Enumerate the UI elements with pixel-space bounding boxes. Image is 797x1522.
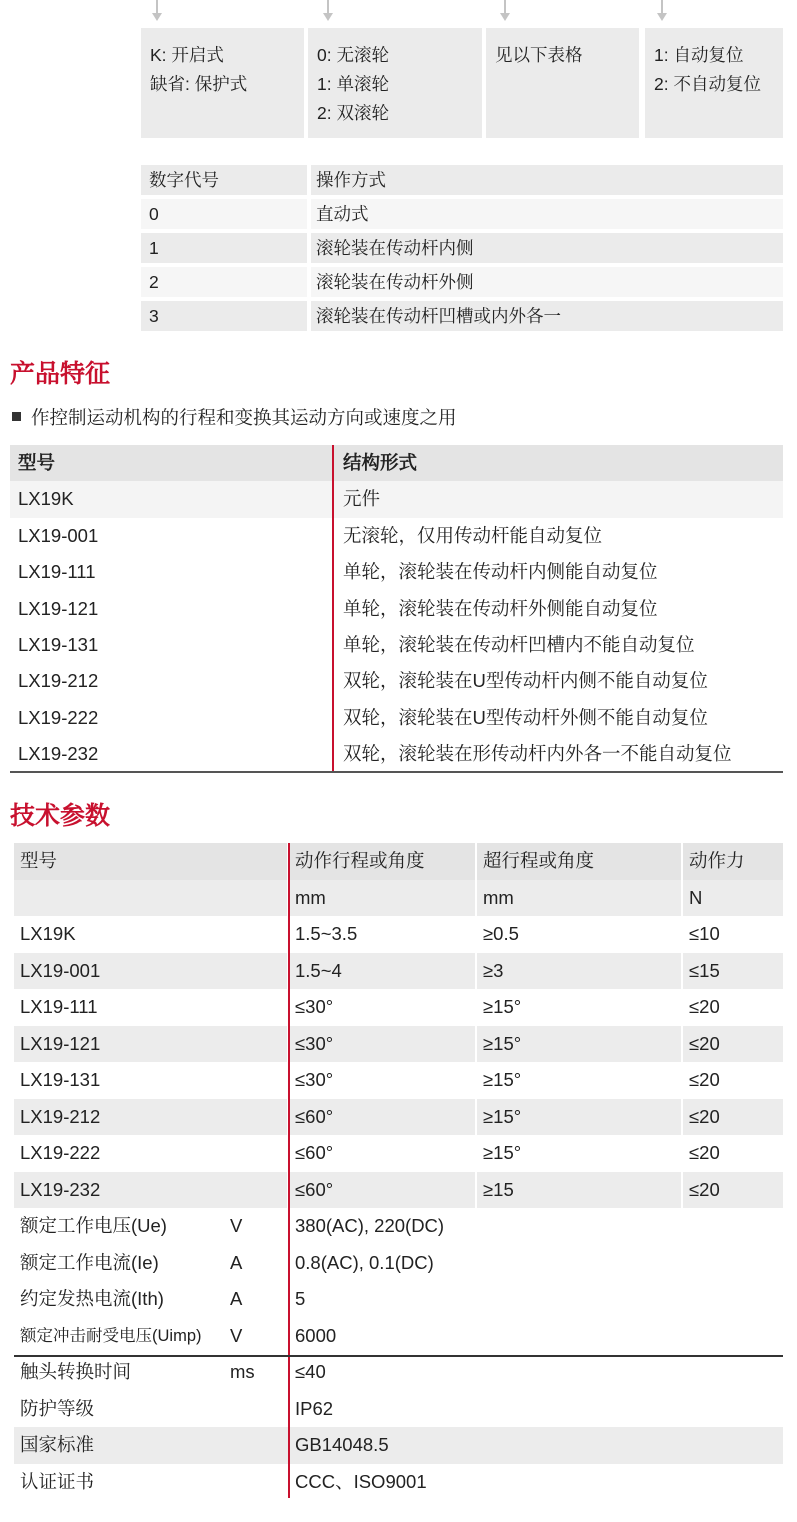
table-cell: ≥15° xyxy=(475,989,681,1026)
param-value: 380(AC), 220(DC) xyxy=(295,1215,445,1236)
table-cell: ≤30° xyxy=(287,989,475,1026)
table-cell: ≤10 xyxy=(681,916,783,953)
table-cell: ≤15 xyxy=(681,953,783,990)
column-divider xyxy=(332,445,334,771)
table-row xyxy=(14,989,783,1026)
table-cell: 1.5~3.5 xyxy=(287,916,475,953)
table-header-cell: 操作方式 xyxy=(311,165,783,195)
legend-line: 见以下表格 xyxy=(495,45,583,65)
table-cell: LX19-131 xyxy=(18,633,99,655)
table-cell: 滚轮装在传动杆内侧 xyxy=(311,233,783,263)
table-cell: ≤20 xyxy=(681,1172,783,1209)
table-row xyxy=(14,1172,783,1209)
down-arrow-icon xyxy=(323,0,333,24)
table-cell: ≥15° xyxy=(475,1026,681,1063)
feature-bullet-text: 作控制运动机构的行程和变换其运动方向或速度之用 xyxy=(31,407,457,428)
table-cell xyxy=(14,880,287,917)
table-header-cell: 型号 xyxy=(18,452,56,473)
table-row xyxy=(10,591,783,627)
table-cell: ≤30° xyxy=(287,1026,475,1063)
legend-box-reset xyxy=(645,28,783,138)
legend-line: 缺省: 保护式 xyxy=(150,74,248,94)
table-cell: ≤30° xyxy=(287,1062,475,1099)
table-cell: 双轮，滚轮装在U型传动杆外侧不能自动复位 xyxy=(343,706,708,728)
legend-box-operation xyxy=(486,28,639,138)
table-cell: ≤20 xyxy=(681,1026,783,1063)
table-cell: LX19-222 xyxy=(18,706,99,728)
feature-bullet xyxy=(12,405,457,431)
table-row xyxy=(141,233,783,263)
param-unit xyxy=(226,1464,287,1501)
table-header xyxy=(141,165,783,195)
section-rule xyxy=(14,1355,783,1357)
operation-table xyxy=(141,165,783,335)
table-cell: LX19-111 xyxy=(20,996,98,1017)
legend-line: 2: 双滚轮 xyxy=(317,103,389,123)
tech-table xyxy=(14,843,783,1500)
legend-line: 1: 单滚轮 xyxy=(317,74,389,94)
param-unit: ms xyxy=(230,1361,255,1382)
table-cell: LX19-001 xyxy=(18,524,99,546)
down-arrow-icon xyxy=(152,0,162,24)
param-row xyxy=(14,1281,783,1318)
table-bottom-rule xyxy=(10,771,783,773)
table-header-cell: 型号 xyxy=(14,843,287,880)
table-cell: mm xyxy=(475,880,681,917)
table-cell: 直动式 xyxy=(311,199,783,229)
table-cell: LX19-212 xyxy=(18,670,99,692)
legend-box-rollers xyxy=(308,28,482,138)
table-header-cell: 超行程或角度 xyxy=(475,843,681,880)
table-row xyxy=(141,199,783,229)
param-unit: V xyxy=(230,1215,243,1236)
table-header xyxy=(14,843,783,880)
table-cell: 3 xyxy=(141,301,307,331)
table-cell: 滚轮装在传动杆外侧 xyxy=(311,267,783,297)
table-row xyxy=(141,267,783,297)
param-name: 国家标准 xyxy=(20,1434,95,1455)
table-cell: 单轮，滚轮装在传动杆内侧能自动复位 xyxy=(343,561,658,583)
param-name: 认证证书 xyxy=(20,1470,95,1492)
table-row xyxy=(10,627,783,663)
param-unit xyxy=(226,1391,287,1428)
table-cell: 单轮，滚轮装在传动杆凹槽内不能自动复位 xyxy=(343,633,695,655)
down-arrow-icon xyxy=(500,0,510,24)
param-value: GB14048.5 xyxy=(295,1434,389,1455)
table-cell: 1 xyxy=(141,233,307,263)
table-cell: LX19-121 xyxy=(18,597,99,619)
table-cell: ≤20 xyxy=(681,989,783,1026)
table-row xyxy=(14,916,783,953)
legend-line: K: 开启式 xyxy=(150,45,224,65)
table-header xyxy=(10,445,783,481)
table-cell: ≤20 xyxy=(681,1099,783,1136)
table-cell: LX19-212 xyxy=(14,1099,287,1136)
table-row xyxy=(10,663,783,699)
param-unit: A xyxy=(230,1251,243,1273)
table-cell: LX19K xyxy=(20,923,76,944)
table-cell: LX19K xyxy=(18,488,74,510)
table-cell: ≤20 xyxy=(681,1062,783,1099)
param-value: 0.8(AC), 0.1(DC) xyxy=(295,1251,434,1273)
param-row xyxy=(14,1318,783,1355)
table-cell: 双轮，滚轮装在U型传动杆内侧不能自动复位 xyxy=(343,670,708,692)
param-row xyxy=(14,1245,783,1282)
param-value: CCC、ISO9001 xyxy=(295,1470,427,1492)
bullet-square-icon xyxy=(12,412,21,421)
table-cell: 双轮，滚轮装在形传动杆内外各一不能自动复位 xyxy=(343,743,732,765)
param-value: 6000 xyxy=(295,1324,337,1346)
table-cell: ≤20 xyxy=(681,1135,783,1172)
table-units-row xyxy=(14,880,783,917)
table-row xyxy=(10,481,783,517)
legend-line: 0: 无滚轮 xyxy=(317,45,389,65)
table-cell: mm xyxy=(287,880,475,917)
down-arrow-icon xyxy=(657,0,667,24)
table-cell: LX19-131 xyxy=(20,1069,101,1090)
table-header-cell: 数字代号 xyxy=(141,165,307,195)
table-row xyxy=(14,953,783,990)
table-cell: 单轮，滚轮装在传动杆外侧能自动复位 xyxy=(343,597,658,619)
param-name: 额定工作电流(Ie) xyxy=(20,1251,159,1273)
legend-line: 1: 自动复位 xyxy=(654,45,744,65)
table-header-cell: 结构形式 xyxy=(343,452,418,473)
param-row xyxy=(14,1391,783,1428)
table-cell: 滚轮装在传动杆凹槽或内外各一 xyxy=(311,301,783,331)
table-row xyxy=(10,736,783,772)
table-cell: ≤60° xyxy=(287,1135,475,1172)
table-cell: ≥15° xyxy=(475,1135,681,1172)
table-cell: 无滚轮，仅用传动杆能自动复位 xyxy=(343,524,603,546)
param-value: 5 xyxy=(295,1288,306,1309)
param-name: 约定发热电流(Ith) xyxy=(20,1288,164,1309)
table-cell: ≥0.5 xyxy=(475,916,681,953)
tech-heading: 技术参数 xyxy=(10,801,111,830)
table-cell: ≥15 xyxy=(475,1172,681,1209)
column-divider xyxy=(288,843,290,1498)
model-code-legend xyxy=(0,0,797,140)
param-row xyxy=(14,1208,783,1245)
table-cell: ≥15° xyxy=(475,1062,681,1099)
table-row xyxy=(141,301,783,331)
param-unit: V xyxy=(230,1324,243,1346)
table-header-cell: 动作力 xyxy=(681,843,783,880)
table-row xyxy=(14,1099,783,1136)
legend-line: 2: 不自动复位 xyxy=(654,74,761,94)
table-cell: 0 xyxy=(141,199,307,229)
table-row xyxy=(10,518,783,554)
table-cell: ≥15° xyxy=(475,1099,681,1136)
table-cell: ≤60° xyxy=(287,1099,475,1136)
table-row xyxy=(14,1062,783,1099)
table-cell: LX19-222 xyxy=(20,1142,101,1163)
table-cell: LX19-001 xyxy=(14,953,287,990)
table-row xyxy=(14,1135,783,1172)
param-row xyxy=(14,1354,783,1391)
features-heading: 产品特征 xyxy=(10,359,111,388)
param-value: IP62 xyxy=(295,1397,334,1419)
table-header-cell: 动作行程或角度 xyxy=(287,843,475,880)
param-value: ≤40 xyxy=(295,1361,326,1382)
param-row xyxy=(14,1464,783,1501)
structure-table xyxy=(10,445,783,773)
table-cell: 2 xyxy=(141,267,307,297)
table-cell: N xyxy=(681,880,783,917)
param-name: 额定冲击耐受电压(Uimp) xyxy=(20,1326,202,1345)
table-cell: LX19-232 xyxy=(14,1172,287,1209)
table-row xyxy=(10,700,783,736)
table-cell: LX19-121 xyxy=(14,1026,287,1063)
table-row xyxy=(14,1026,783,1063)
table-cell: LX19-111 xyxy=(18,561,96,583)
legend-box-type xyxy=(141,28,304,138)
table-cell: ≥3 xyxy=(475,953,681,990)
param-unit: A xyxy=(230,1288,243,1309)
param-name: 防护等级 xyxy=(20,1397,95,1419)
table-row xyxy=(10,554,783,590)
table-cell: LX19-232 xyxy=(18,743,99,765)
param-name: 触头转换时间 xyxy=(20,1361,132,1382)
param-unit xyxy=(226,1427,287,1464)
table-cell: ≤60° xyxy=(287,1172,475,1209)
table-cell: 元件 xyxy=(343,488,381,510)
table-cell: 1.5~4 xyxy=(287,953,475,990)
param-row xyxy=(14,1427,783,1464)
param-name: 额定工作电压(Ue) xyxy=(20,1215,167,1236)
